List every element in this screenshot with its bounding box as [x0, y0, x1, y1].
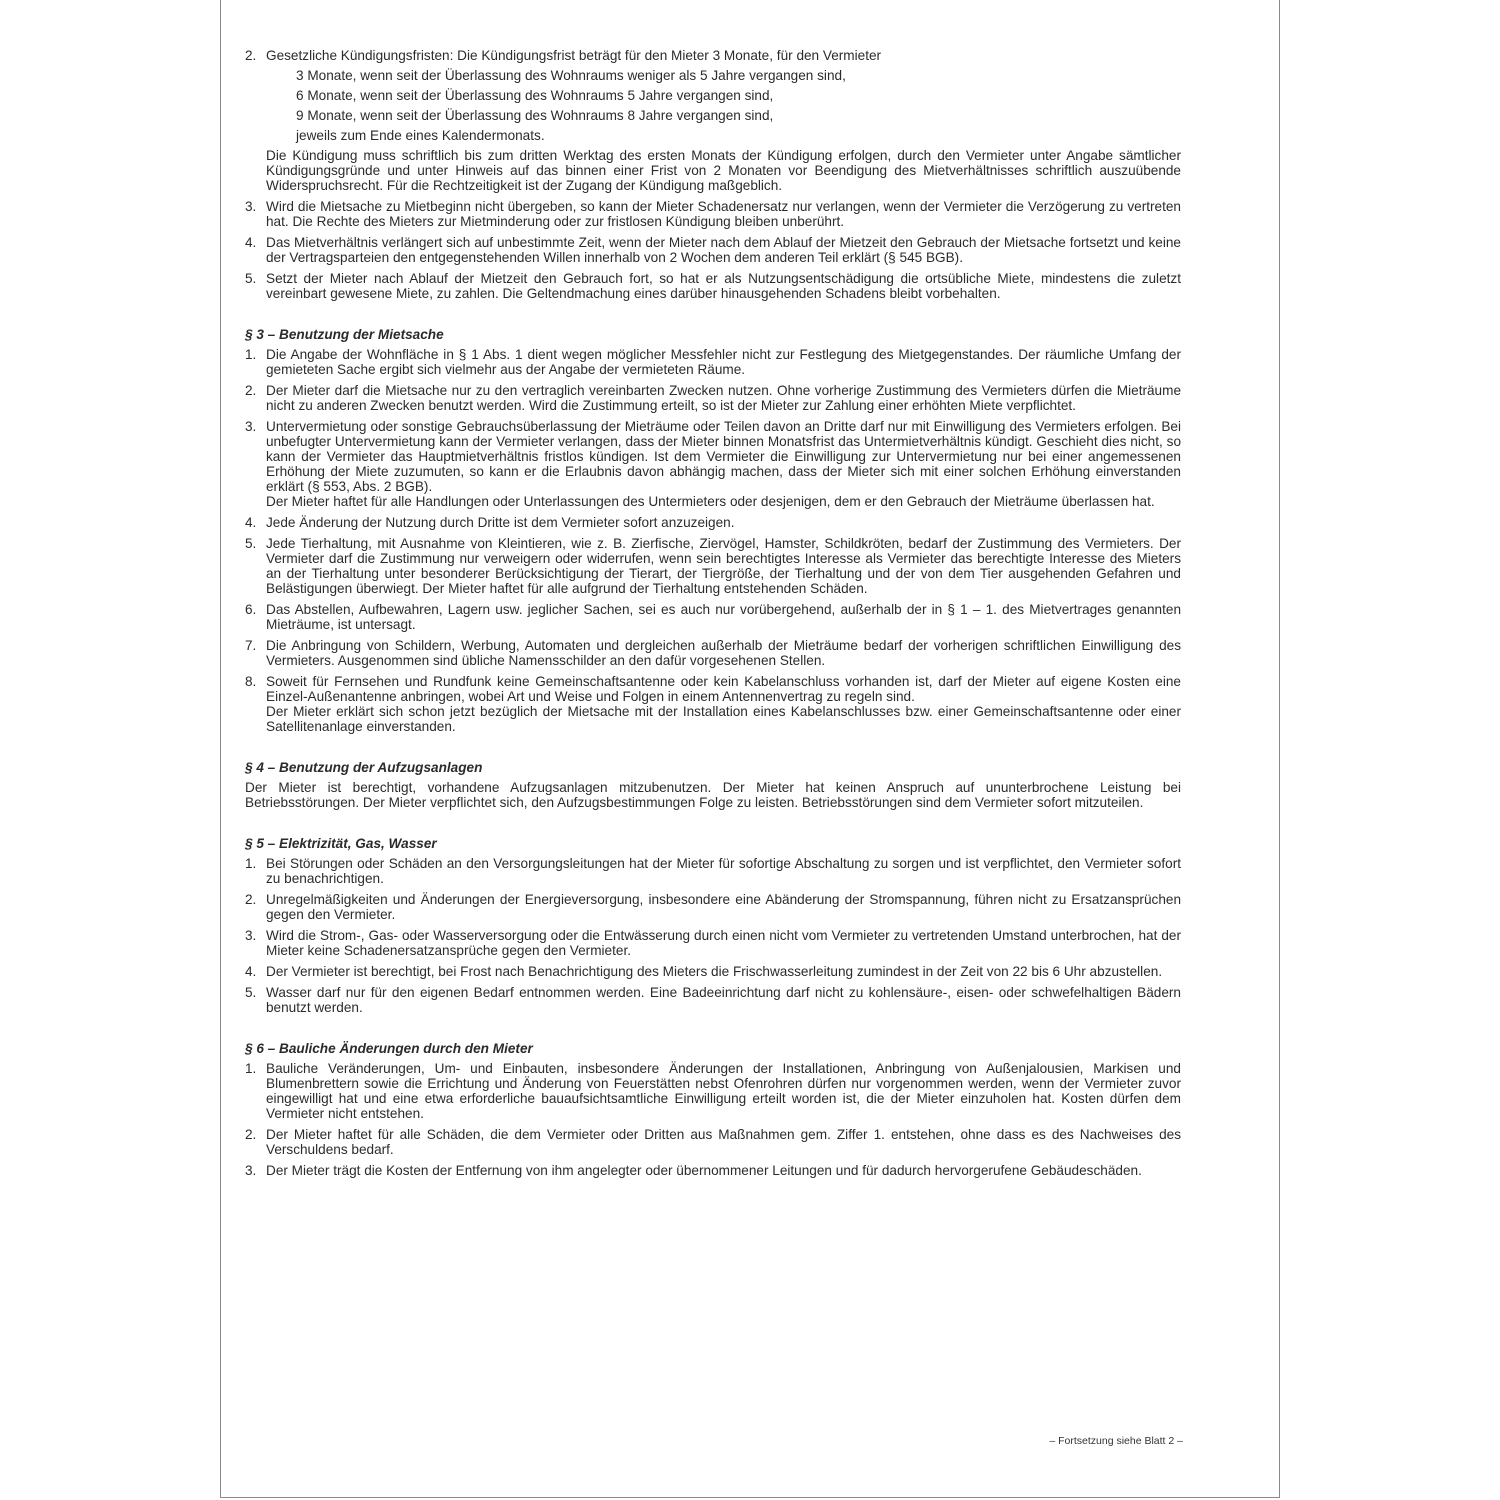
section-3: [245, 327, 1181, 734]
list-item: 3. Wird die Mietsache zu Mietbeginn nicht übergeben, so kann der Mieter Schadenersatz nur verlangen, wenn der Vermieter die Verzögerung zu vertreten hat. Die Rechte des Mieters zur Mietminderung oder zur fristlosen Kündigung bleiben unberührt.: [245, 199, 1181, 229]
section2-list: [245, 48, 1181, 301]
list-item: 2. Unregelmäßigkeiten und Änderungen der Energieversorgung, insbesondere eine Abänderung der Stromspannung, führen nicht zu Ersatzansprüchen gegen den Vermieter.: [245, 892, 1181, 922]
notice-period: 9 Monate, wenn seit der Überlassung des Wohnraums 8 Jahre vergangen sind,: [296, 108, 774, 123]
notice-periods: [296, 68, 1181, 143]
section3-list: [245, 347, 1181, 734]
item-text: Gesetzliche Kündigungsfristen: Die Kündigungsfrist beträgt für den Mieter 3 Monate, für den Vermieter: [266, 48, 882, 63]
item-text: Das Abstellen, Aufbewahren, Lagern usw. jeglicher Sachen, sei es auch nur vorübergehend, außerhalb der in § 1 – 1. des Mietvertrages genannten Mieträume, ist untersagt.: [266, 602, 1181, 632]
section-heading: § 4 – Benutzung der Aufzugsanlagen: [245, 760, 483, 775]
item-text: Setzt der Mieter nach Ablauf der Mietzeit den Gebrauch fort, so hat er als Nutzungsentschädigung die ortsübliche Miete, mindestens die zuletzt vereinbart gewesene Miete, zu zahlen. Die Geltendmachung eines darüber hinausgehenden Schadens bleibt vorbehalten.: [266, 271, 1181, 301]
section-heading: § 6 – Bauliche Änderungen durch den Mieter: [245, 1041, 533, 1056]
item-extra: Der Mieter erklärt sich schon jetzt bezüglich der Mietsache mit der Installation eines Kabelanschlusses bzw. einer Gemeinschaftsantenne oder einer Satellitenanlage einverstanden.: [266, 704, 1181, 734]
section-text: Der Mieter ist berechtigt, vorhandene Aufzugsanlagen mitzubenutzen. Der Mieter hat keinen Anspruch auf ununterbrochene Leistung bei Betriebsstörungen. Der Mieter verpflichtet sich, den Aufzugsbestimmungen Folge zu leisten. Betriebsstörungen sind dem Vermieter sofort mitzuteilen.: [245, 780, 1181, 810]
item-text: Jede Änderung der Nutzung durch Dritte ist dem Vermieter sofort anzuzeigen.: [266, 515, 735, 530]
list-item: 5. Setzt der Mieter nach Ablauf der Mietzeit den Gebrauch fort, so hat er als Nutzungsentschädigung die ortsübliche Miete, mindestens die zuletzt vereinbart gewesene Miete, zu zahlen. Die Geltendmachung eines darüber hinausgehenden Schadens bleibt vorbehalten.: [245, 271, 1181, 301]
item-extra: Der Mieter haftet für alle Handlungen oder Unterlassungen des Untermieters oder desjenigen, dem er den Gebrauch der Mieträume überlassen hat.: [266, 494, 1155, 509]
document-page: [220, 0, 1280, 1498]
document-body: [245, 48, 1181, 1184]
list-item: 6. Das Abstellen, Aufbewahren, Lagern usw. jeglicher Sachen, sei es auch nur vorübergehend, außerhalb der in § 1 – 1. des Mietvertrages genannten Mieträume, ist untersagt.: [245, 602, 1181, 632]
section-6: [245, 1041, 1181, 1178]
item-text: Der Mieter darf die Mietsache nur zu den vertraglich vereinbarten Zwecken nutzen. Ohne vorherige Zustimmung des Vermieters dürfen die Mieträume nicht zu anderen Zwecken benutzt werden. Wird die Zustimmung erteilt, so ist der Mieter zur Zahlung einer erhöhten Miete verpflichtet.: [266, 383, 1181, 413]
continuation-note: – Fortsetzung siehe Blatt 2 –: [1049, 1435, 1183, 1447]
item-text: Soweit für Fernsehen und Rundfunk keine Gemeinschaftsantenne oder kein Kabelanschluss vorhanden ist, darf der Mieter auf eigene Kosten eine Einzel-Außenantenne anbringen, wobei Art und Weise und Folgen in einem Antennenvertrag zu regeln sind.: [266, 674, 1181, 704]
item-text: Der Mieter haftet für alle Schäden, die dem Vermieter oder Dritten aus Maßnahmen gem. Ziffer 1. entstehen, ohne dass es des Nachweises des Verschuldens bedarf.: [266, 1127, 1181, 1157]
list-item: 2. Der Mieter darf die Mietsache nur zu den vertraglich vereinbarten Zwecken nutzen. Ohne vorherige Zustimmung des Vermieters dürfen die Mieträume nicht zu anderen Zwecken benutzt werden. Wird die Zustimmung erteilt, so ist der Mieter zur Zahlung einer erhöhten Miete verpflichtet.: [245, 383, 1181, 413]
section-4: [245, 760, 1181, 810]
section-heading: § 5 – Elektrizität, Gas, Wasser: [245, 836, 437, 851]
item-text: Wasser darf nur für den eigenen Bedarf entnommen werden. Eine Badeeinrichtung darf nicht zu kohlensäure-, eisen- oder schwefelhaltigen Bädern benutzt werden.: [266, 985, 1181, 1015]
item-text: Wird die Strom-, Gas- oder Wasserversorgung oder die Entwässerung durch einen nicht vom Vermieter zu vertretenden Umstand unterbrochen, hat der Mieter keine Schadenersatzansprüche gegen den Vermieter.: [266, 928, 1181, 958]
list-item: 4. Das Mietverhältnis verlängert sich auf unbestimmte Zeit, wenn der Mieter nach dem Ablauf der Mietzeit den Gebrauch der Mietsache fortsetzt und keine der Vertragsparteien den entgegenstehenden Willen innerhalb von 2 Wochen dem anderen Teil erklärt (§ 545 BGB).: [245, 235, 1181, 265]
section-heading: § 3 – Benutzung der Mietsache: [245, 327, 444, 342]
list-item: 1. Bei Störungen oder Schäden an den Versorgungsleitungen hat der Mieter für sofortige Abschaltung zu sorgen und ist verpflichtet, den Vermieter sofort zu benachrichtigen.: [245, 856, 1181, 886]
notice-period: 3 Monate, wenn seit der Überlassung des Wohnraums weniger als 5 Jahre vergangen sind,: [296, 68, 846, 83]
item-text: Wird die Mietsache zu Mietbeginn nicht übergeben, so kann der Mieter Schadenersatz nur verlangen, wenn der Vermieter die Verzögerung zu vertreten hat. Die Rechte des Mieters zur Mietminderung oder zur fristlosen Kündigung bleiben unberührt.: [266, 199, 1181, 229]
list-item: 1. Bauliche Veränderungen, Um- und Einbauten, insbesondere Änderungen der Installationen, Anbringung von Außenjalousien, Markisen und Blumenbrettern sowie die Errichtung und Änderung von Feuerstätten nebst Ofenrohren dürfen nur vorgenommen werden, wenn der Vermieter zuvor eingewilligt hat und eine etwa erforderliche bauaufsichtsamtliche Einwilligung erteilt worden ist, die der Mieter einzuholen hat. Kosten dürfen dem Vermieter nicht entstehen.: [245, 1061, 1181, 1121]
item-text: Der Vermieter ist berechtigt, bei Frost nach Benachrichtigung des Mieters die Frischwasserleitung zumindest in der Zeit von 22 bis 6 Uhr abzustellen.: [266, 964, 1163, 979]
notice-period: 6 Monate, wenn seit der Überlassung des Wohnraums 5 Jahre vergangen sind,: [296, 88, 774, 103]
list-item: 5. Jede Tierhaltung, mit Ausnahme von Kleintieren, wie z. B. Zierfische, Ziervögel, Hamster, Schildkröten, bedarf der Zustimmung des Vermieters. Der Vermieter darf die Zustimmung nur verweigern oder widerrufen, wenn sein berechtigtes Interesse als Vermieter das berechtigte Interesse des Mieters an der Tierhaltung unter besonderer Berücksichtigung der Tierart, der Tiergröße, der Tierhaltung und der von dem Tier ausgehenden Gefahren und Belästigungen überwiegt. Der Mieter haftet für alle aufgrund der Tierhaltung entstehenden Schäden.: [245, 536, 1181, 596]
list-item: 3. Untervermietung oder sonstige Gebrauchsüberlassung der Mieträume oder Teilen davon an Dritte darf nur mit Einwilligung des Vermieters erfolgen. Bei unbefugter Untervermietung kann der Vermieter verlangen, dass der Mieter binnen Monatsfrist das Untermietverhältnis kündigt. Geschieht dies nicht, so kann der Vermieter das Hauptmietverhältnis fristlos kündigen. Ist dem Vermieter die Einwilligung zur Untervermietung nur bei einer angemessenen Erhöhung der Miete zuzumuten, so kann er die Erlaubnis davon abhängig machen, dass der Mieter sich mit einer solchen Erhöhung einverstanden erklärt (§ 553, Abs. 2 BGB). Der Mieter haftet für alle Handlungen oder Unterlassungen des Untermieters oder desjenigen, dem er den Gebrauch der Mieträume überlassen hat.: [245, 419, 1181, 509]
list-item: 4. Jede Änderung der Nutzung durch Dritte ist dem Vermieter sofort anzuzeigen.: [245, 515, 1181, 530]
item-text: Jede Tierhaltung, mit Ausnahme von Kleintieren, wie z. B. Zierfische, Ziervögel, Hamster, Schildkröten, bedarf der Zustimmung des Vermieters. Der Vermieter darf die Zustimmung nur verweigern oder widerrufen, wenn sein berechtigtes Interesse als Vermieter das berechtigte Interesse des Mieters an der Tierhaltung unter besonderer Berücksichtigung der Tierart, der Tiergröße, der Tierhaltung und der von dem Tier ausgehenden Gefahren und Belästigungen überwiegt. Der Mieter haftet für alle aufgrund der Tierhaltung entstehenden Schäden.: [266, 536, 1181, 596]
list-item: 3. Der Mieter trägt die Kosten der Entfernung von ihm angelegter oder übernommener Leitungen und für dadurch hervorgerufene Gebäudeschäden.: [245, 1163, 1181, 1178]
list-item: 2. Gesetzliche Kündigungsfristen: Die Kündigungsfrist beträgt für den Mieter 3 Monate, für den Vermieter 3 Monate, wenn seit der Überlassung des Wohnraums weniger als 5 Jahre vergangen sind, 6 Monate, wenn seit der Überlassung des Wohnraums 5 Jahre vergangen sind, 9 Monate, wenn seit der Überlassung des Wohnraums 8 Jahre vergangen sind, jeweils zum Ende eines Kalendermonats. Die Kündigung muss schriftlich bis zum dritten Werktag des ersten Monats der Kündigung erfolgen, durch den Vermieter unter Angabe sämtlicher Kündigungsgründe und unter Hinweis auf das binnen einer Frist von 2 Monaten vor Beendigung des Mietverhältnisses schriftlich auszuübende Widerspruchsrecht. Für die Rechtzeitigkeit ist der Zugang der Kündigung maßgeblich.: [245, 48, 1181, 193]
item-text: Untervermietung oder sonstige Gebrauchsüberlassung der Mieträume oder Teilen davon an Dritte darf nur mit Einwilligung des Vermieters erfolgen. Bei unbefugter Untervermietung kann der Vermieter verlangen, dass der Mieter binnen Monatsfrist das Untermietverhältnis kündigt. Geschieht dies nicht, so kann der Vermieter das Hauptmietverhältnis fristlos kündigen. Ist dem Vermieter die Einwilligung zur Untervermietung nur bei einer angemessenen Erhöhung der Miete zuzumuten, so kann er die Erlaubnis davon abhängig machen, dass der Mieter sich mit einer solchen Erhöhung einverstanden erklärt (§ 553, Abs. 2 BGB).: [266, 419, 1181, 494]
section-5: [245, 836, 1181, 1015]
section5-list: [245, 856, 1181, 1015]
item-text: Bei Störungen oder Schäden an den Versorgungsleitungen hat der Mieter für sofortige Abschaltung zu sorgen und ist verpflichtet, den Vermieter sofort zu benachrichtigen.: [266, 856, 1181, 886]
section6-list: [245, 1061, 1181, 1178]
item-text: Das Mietverhältnis verlängert sich auf unbestimmte Zeit, wenn der Mieter nach dem Ablauf der Mietzeit den Gebrauch der Mietsache fortsetzt und keine der Vertragsparteien den entgegenstehenden Willen innerhalb von 2 Wochen dem anderen Teil erklärt (§ 545 BGB).: [266, 235, 1181, 265]
list-item: 2. Der Mieter haftet für alle Schäden, die dem Vermieter oder Dritten aus Maßnahmen gem. Ziffer 1. entstehen, ohne dass es des Nachweises des Verschuldens bedarf.: [245, 1127, 1181, 1157]
item-text: Der Mieter trägt die Kosten der Entfernung von ihm angelegter oder übernommener Leitungen und für dadurch hervorgerufene Gebäudeschäden.: [266, 1163, 1142, 1178]
list-item: 4. Der Vermieter ist berechtigt, bei Frost nach Benachrichtigung des Mieters die Frischwasserleitung zumindest in der Zeit von 22 bis 6 Uhr abzustellen.: [245, 964, 1181, 979]
list-item: 3. Wird die Strom-, Gas- oder Wasserversorgung oder die Entwässerung durch einen nicht vom Vermieter zu vertretenden Umstand unterbrochen, hat der Mieter keine Schadenersatzansprüche gegen den Vermieter.: [245, 928, 1181, 958]
item-text: Unregelmäßigkeiten und Änderungen der Energieversorgung, insbesondere eine Abänderung der Stromspannung, führen nicht zu Ersatzansprüchen gegen den Vermieter.: [266, 892, 1181, 922]
list-item: 1. Die Angabe der Wohnfläche in § 1 Abs. 1 dient wegen möglicher Messfehler nicht zur Festlegung des Mietgegenstandes. Der räumliche Umfang der gemieteten Sache ergibt sich vielmehr aus der Angabe der vermieteten Räume.: [245, 347, 1181, 377]
item-text: Die Angabe der Wohnfläche in § 1 Abs. 1 dient wegen möglicher Messfehler nicht zur Festlegung des Mietgegenstandes. Der räumliche Umfang der gemieteten Sache ergibt sich vielmehr aus der Angabe der vermieteten Räume.: [266, 347, 1181, 377]
list-item: 8. Soweit für Fernsehen und Rundfunk keine Gemeinschaftsantenne oder kein Kabelanschluss vorhanden ist, darf der Mieter auf eigene Kosten eine Einzel-Außenantenne anbringen, wobei Art und Weise und Folgen in einem Antennenvertrag zu regeln sind. Der Mieter erklärt sich schon jetzt bezüglich der Mietsache mit der Installation eines Kabelanschlusses bzw. einer Gemeinschaftsantenne oder einer Satellitenanlage einverstanden.: [245, 674, 1181, 734]
list-item: 5. Wasser darf nur für den eigenen Bedarf entnommen werden. Eine Badeeinrichtung darf nicht zu kohlensäure-, eisen- oder schwefelhaltigen Bädern benutzt werden.: [245, 985, 1181, 1015]
notice-period: jeweils zum Ende eines Kalendermonats.: [296, 128, 545, 143]
item-text: Die Anbringung von Schildern, Werbung, Automaten und dergleichen außerhalb der Mieträume bedarf der vorherigen schriftlichen Einwilligung des Vermieters. Ausgenommen sind übliche Namensschilder an den dafür vorgesehenen Stellen.: [266, 638, 1181, 668]
list-item: 7. Die Anbringung von Schildern, Werbung, Automaten und dergleichen außerhalb der Mieträume bedarf der vorherigen schriftlichen Einwilligung des Vermieters. Ausgenommen sind übliche Namensschilder an den dafür vorgesehenen Stellen.: [245, 638, 1181, 668]
item-paragraph: Die Kündigung muss schriftlich bis zum dritten Werktag des ersten Monats der Kündigung erfolgen, durch den Vermieter unter Angabe sämtlicher Kündigungsgründe und unter Hinweis auf das binnen einer Frist von 2 Monaten vor Beendigung des Mietverhältnisses schriftlich auszuübende Widerspruchsrecht. Für die Rechtzeitigkeit ist der Zugang der Kündigung maßgeblich.: [266, 148, 1181, 193]
item-text: Bauliche Veränderungen, Um- und Einbauten, insbesondere Änderungen der Installationen, Anbringung von Außenjalousien, Markisen und Blumenbrettern sowie die Errichtung und Änderung von Feuerstätten nebst Ofenrohren dürfen nur vorgenommen werden, wenn der Vermieter zuvor eingewilligt hat und eine etwa erforderliche bauaufsichtsamtliche Einwilligung erteilt worden ist, die der Mieter einzuholen hat. Kosten dürfen dem Vermieter nicht entstehen.: [266, 1061, 1181, 1121]
